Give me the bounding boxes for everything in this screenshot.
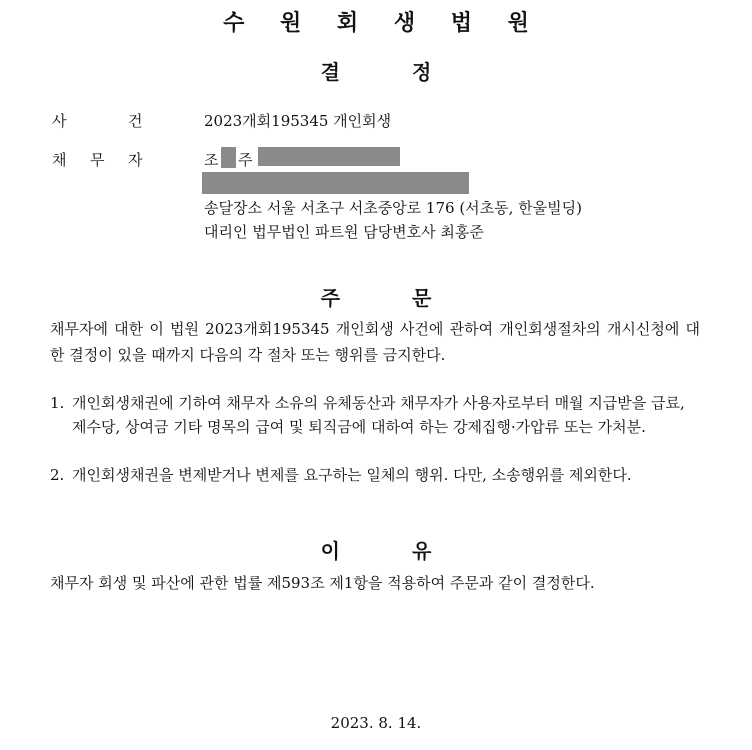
court-name: 수 원 회 생 법 원	[223, 11, 543, 36]
redaction-box	[202, 172, 469, 194]
case-label-char: 건	[128, 112, 143, 130]
redaction-box	[258, 147, 400, 166]
reason-heading-right: 유	[412, 539, 432, 563]
decision-date: 2023. 8. 14.	[330, 714, 422, 732]
order-item	[50, 463, 700, 487]
document-title-right: 정	[412, 60, 432, 84]
debtor-name-mid: 주	[238, 151, 253, 169]
debtor-label-char: 자	[128, 151, 143, 169]
order-heading-right: 문	[412, 286, 432, 310]
order-item-text: 개인회생채권을 변제받거나 변제를 요구하는 일체의 행위. 다만, 소송행위를 제외한다.	[72, 466, 632, 484]
order-item-number: 1.	[50, 394, 65, 412]
case-label-char: 사	[52, 112, 67, 130]
case-number: 2023개회195345 개인회생	[204, 112, 392, 130]
redaction-box	[221, 147, 236, 168]
debtor-label-char: 채	[52, 151, 67, 169]
service-address: 송달장소 서울 서초구 서초중앙로 176 (서초동, 한울빌딩)	[204, 199, 583, 217]
case-label	[52, 110, 166, 131]
debtor-name-first: 조	[204, 151, 219, 169]
reason-text: 채무자 회생 및 파산에 관한 법률 제593조 제1항을 적용하여 주문과 같이 결정한다.	[50, 574, 595, 592]
order-text: 채무자에 대한 이 법원 2023개회195345 개인회생 사건에 관하여 개인회생절차의 개시신청에 대한 결정이 있을 때까지 다음의 각 절차 또는 행위를 금지한다.	[50, 320, 700, 364]
debtor-label	[52, 149, 166, 170]
legal-agent: 대리인 법무법인 파트원 담당변호사 최홍준	[204, 223, 484, 241]
order-item	[50, 391, 700, 439]
debtor-label-char: 무	[90, 151, 105, 169]
reason-heading-left: 이	[320, 539, 340, 563]
order-item-text: 개인회생채권에 기하여 채무자 소유의 유체동산과 채무자가 사용자로부터 매월 지급받을 급료, 제수당, 상여금 기타 명목의 급여 및 퇴직금에 대하여 하는 강제집행·가압류 또는 가처분.	[72, 394, 685, 436]
order-heading	[0, 282, 752, 311]
document-title	[0, 56, 752, 85]
reason-heading	[0, 535, 752, 564]
document-title-left: 결	[320, 60, 340, 84]
order-item-number: 2.	[50, 466, 65, 484]
order-heading-left: 주	[320, 286, 340, 310]
